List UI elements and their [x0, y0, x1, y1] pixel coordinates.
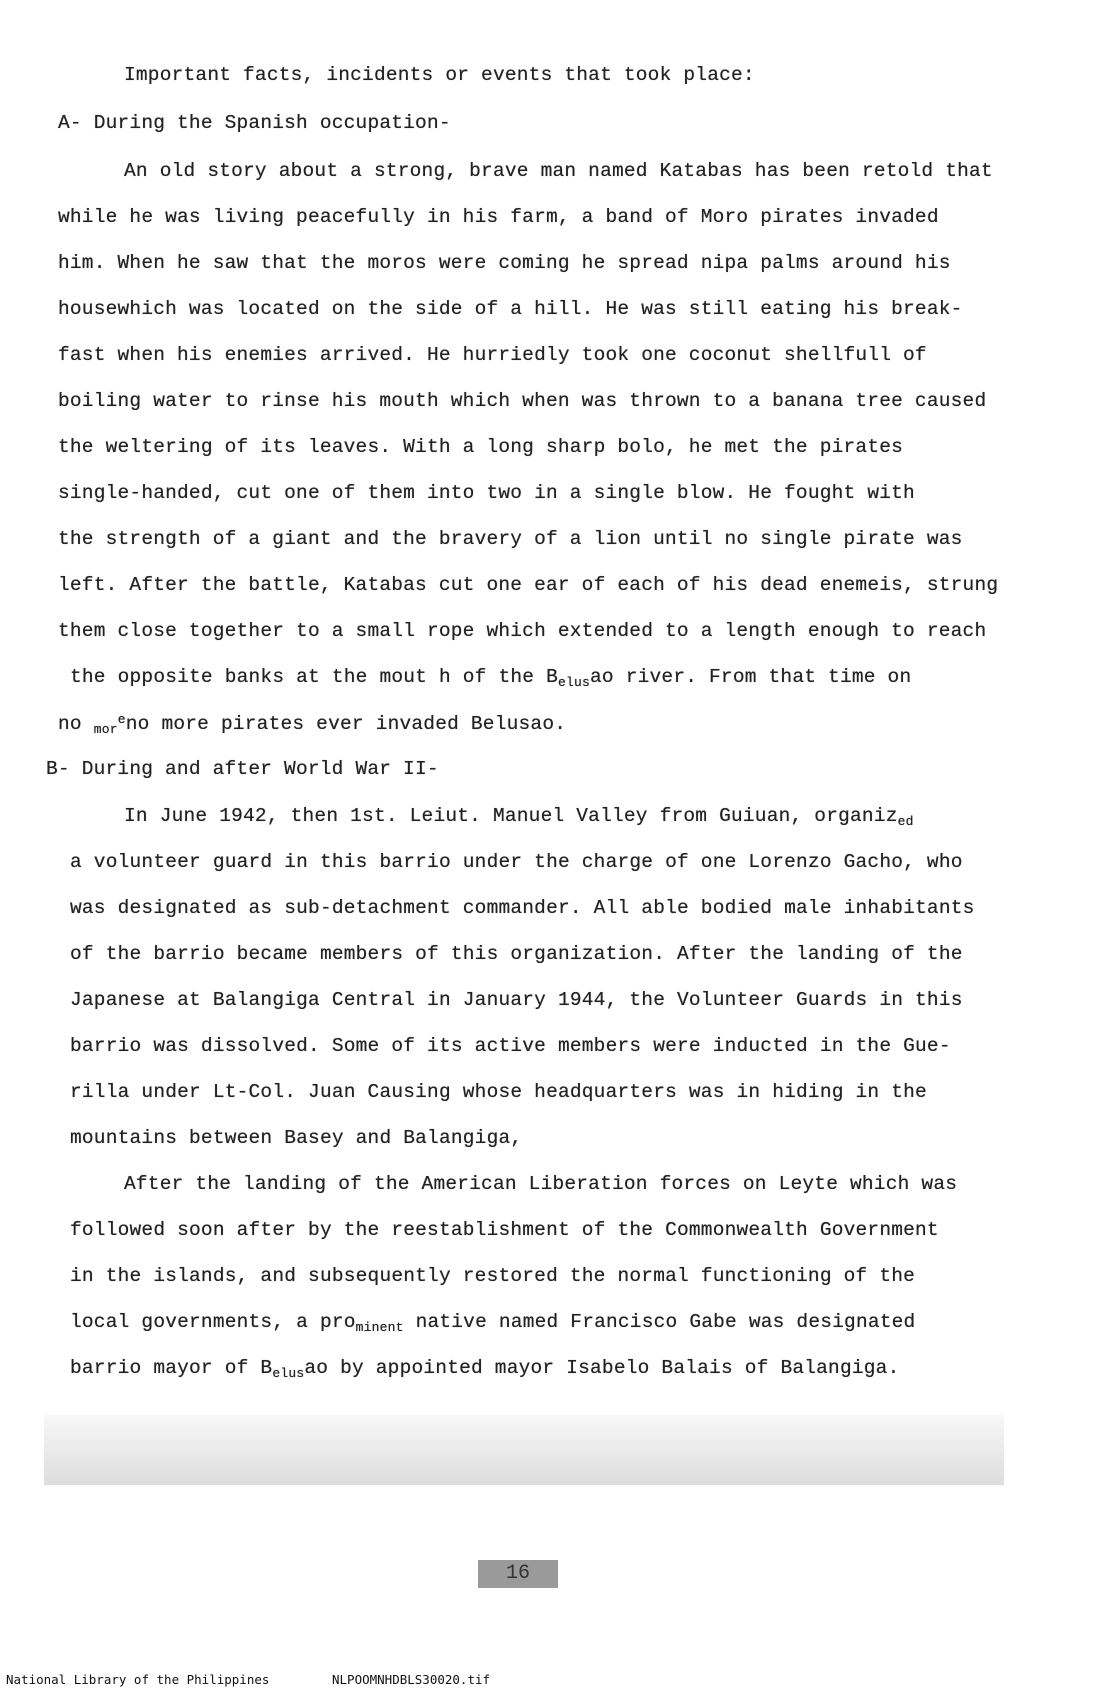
- superscript-fragment: e: [117, 712, 126, 727]
- text-line: left. After the battle, Katabas cut one ear of each of his dead enemeis, strung: [58, 574, 999, 596]
- scan-shading: [44, 1415, 1004, 1485]
- text-line: barrio was dissolved. Some of its active members were inducted in the Gue-: [70, 1035, 951, 1057]
- text-fragment: barrio mayor of B: [70, 1357, 273, 1379]
- text-line: the strength of a giant and the bravery of a lion until no single pirate was: [58, 528, 963, 550]
- subscript-fragment: ed: [897, 814, 914, 829]
- text-line: [70, 1357, 899, 1381]
- section-b-heading: B- During and after World War II-: [46, 758, 439, 780]
- text-fragment: the opposite banks at the mout h of the B: [70, 666, 558, 688]
- text-line: rilla under Lt-Col. Juan Causing whose headquarters was in hiding in the: [70, 1081, 927, 1103]
- text-line: no $_{mor}^e$no more pirates ever invaded Belusao.: [58, 712, 567, 737]
- footer-file-name: NLPOOMNHDBLS30020.tif: [332, 1672, 491, 1687]
- subscript-fragment: mor: [93, 722, 118, 737]
- text-line: them close together to a small rope which extended to a length enough to reach: [58, 620, 987, 642]
- text-line: After the landing of the American Liberation forces on Leyte which was: [124, 1173, 958, 1195]
- text-line: a volunteer guard in this barrio under the charge of one Lorenzo Gacho, who: [70, 851, 963, 873]
- section-a-heading: A- During the Spanish occupation-: [58, 112, 451, 134]
- footer-library-name: National Library of the Philippines: [6, 1672, 270, 1687]
- text-fragment: local governments, a pro: [70, 1311, 356, 1333]
- text-fragment: ao: [304, 1357, 341, 1379]
- subscript-fragment: elus: [272, 1366, 305, 1381]
- text-line: [70, 666, 911, 690]
- subscript-fragment: elus: [557, 675, 590, 690]
- text-fragment: by appointed mayor Isabelo Balais of Balangiga.: [340, 1357, 900, 1379]
- text-line: [124, 805, 914, 829]
- text-fragment: In June 1942, then 1st. Leiut. Manuel Valley from Guiuan, organiz: [124, 805, 898, 827]
- text-line: mountains between Basey and Balangiga,: [70, 1127, 523, 1149]
- text-line: in the islands, and subsequently restored the normal functioning of the: [70, 1265, 916, 1287]
- text-line: housewhich was located on the side of a hill. He was still eating his break-: [58, 298, 963, 320]
- subscript-fragment: minent: [355, 1320, 404, 1335]
- heading-important-facts: Important facts, incidents or events that took place:: [124, 64, 755, 86]
- text-line: boiling water to rinse his mouth which when was thrown to a banana tree caused: [58, 390, 987, 412]
- text-line: followed soon after by the reestablishment of the Commonwealth Government: [70, 1219, 939, 1241]
- page-number: 16: [478, 1560, 558, 1588]
- text-line: him. When he saw that the moros were coming he spread nipa palms around his: [58, 252, 951, 274]
- text-line: the weltering of its leaves. With a long sharp bolo, he met the pirates: [58, 436, 904, 458]
- text-fragment: native named Francisco Gabe was designated: [403, 1311, 916, 1333]
- text-line: Japanese at Balangiga Central in January 1944, the Volunteer Guards in this: [70, 989, 963, 1011]
- text-line: [70, 1311, 915, 1335]
- text-line: fast when his enemies arrived. He hurriedly took one coconut shellfull of: [58, 344, 927, 366]
- text-line: while he was living peacefully in his farm, a band of Moro pirates invaded: [58, 206, 939, 228]
- text-line: single-handed, cut one of them into two in a single blow. He fought with: [58, 482, 915, 504]
- text-fragment: ao river. From that time on: [590, 666, 912, 688]
- text-line: An old story about a strong, brave man named Katabas has been retold that: [124, 160, 993, 182]
- text-line: was designated as sub-detachment commander. All able bodied male inhabitants: [70, 897, 975, 919]
- text-fragment: no more pirates ever invaded Belusao.: [125, 713, 567, 735]
- text-line: of the barrio became members of this organization. After the landing of the: [70, 943, 963, 965]
